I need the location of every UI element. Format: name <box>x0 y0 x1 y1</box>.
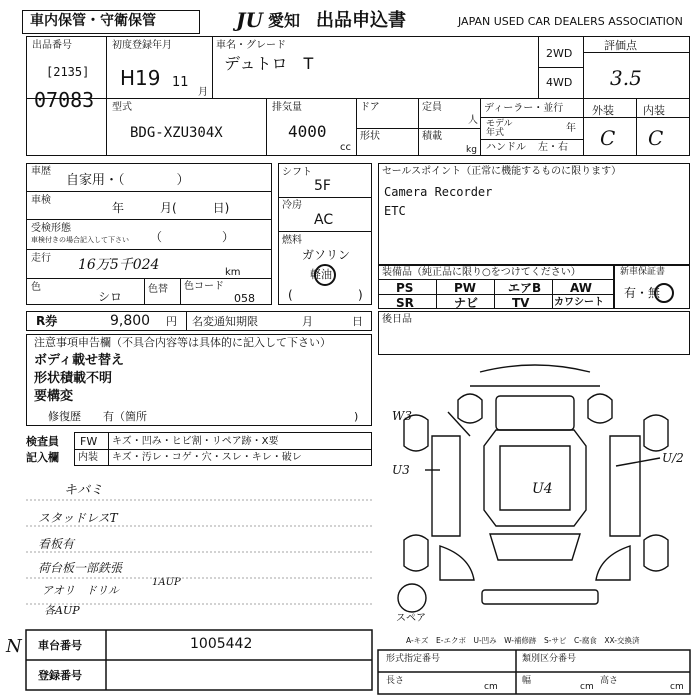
damage-mark-u2: U/2 <box>662 451 684 465</box>
color-value: シロ <box>98 290 123 304</box>
aircon-value: AC <box>314 212 334 228</box>
color-label: 色 <box>31 282 41 293</box>
inspector-fw-items: キズ・凹み・ヒビ割・リペア跡・X要 <box>112 436 279 447</box>
org-name: 愛知 <box>268 11 301 30</box>
note-2: 形状積載不明 <box>34 371 113 386</box>
interior-label: 内装 <box>643 104 665 117</box>
lot-number: 07083 <box>34 88 95 112</box>
lot-sub: [2135] <box>46 65 90 79</box>
inspection-label: 車検 <box>31 195 51 206</box>
model-year-label-2: 年式 <box>486 128 505 138</box>
name-change-day: 日 <box>352 315 363 328</box>
shift-value: 5F <box>314 178 331 194</box>
equipment-navi: ナビ <box>454 296 479 310</box>
cert-label: 形式指定番号 <box>386 654 441 664</box>
handwritten-3: 看板有 <box>38 537 75 551</box>
model-year-unit: 年 <box>566 123 576 134</box>
chassis-label: 車台番号 <box>38 639 82 652</box>
r-ticket-value: 9,800 <box>110 313 151 329</box>
association-name: JAPAN USED CAR DEALERS ASSOCIATION <box>458 15 683 28</box>
chassis-value: 1005442 <box>190 636 253 652</box>
model-name: デュトロ T <box>224 54 314 73</box>
status-label: 受検形態 <box>31 223 71 234</box>
damage-legend: A-キズ E-エクボ U-凹み W-補修跡 S-サビ C-腐食 XX-交換済 <box>406 636 640 645</box>
handwritten-2: スタッドレスT <box>38 511 118 525</box>
fuel-label: 燃料 <box>282 235 302 246</box>
colorcode-label: 色コード <box>184 281 224 292</box>
fuel-value: ガソリン <box>302 248 351 262</box>
equipment-leather-seat: カワシート <box>554 297 604 308</box>
handwritten-6: 各AUP <box>44 604 80 617</box>
load-label: 積載 <box>422 131 442 142</box>
handle-label: ハンドル <box>486 142 526 153</box>
inspector-interior: 内装 <box>78 452 98 463</box>
handwritten-5: アオリ ドリル <box>42 584 119 597</box>
width-label: 幅 <box>522 676 532 686</box>
score-label: 評価点 <box>604 39 637 52</box>
type-label: 型式 <box>112 102 132 113</box>
spare-label: スペア <box>396 613 426 624</box>
text-line: N <box>6 636 22 657</box>
displacement-value: 4000 <box>288 122 327 141</box>
shift-label: シフト <box>282 167 312 178</box>
exterior-label: 外装 <box>592 104 614 117</box>
name-change-month: 月 <box>302 315 313 328</box>
load-unit: kg <box>466 145 477 155</box>
regnum-label: 登録番号 <box>38 669 82 682</box>
registration-year: H19 <box>120 66 161 90</box>
damage-mark-u4: U4 <box>532 481 553 497</box>
handle-options: 左・右 <box>538 142 568 153</box>
equipment-ps: PS <box>396 281 414 295</box>
width-unit: cm <box>580 682 594 692</box>
class-label: 類別区分番号 <box>522 654 577 664</box>
height-label: 高さ <box>600 676 619 686</box>
after-reg-label: 後日品 <box>382 314 412 325</box>
length-label: 長さ <box>386 676 405 686</box>
note-1: ボディ載せ替え <box>34 353 124 368</box>
registration-month: 11 <box>172 75 189 90</box>
r-ticket-label: R券 <box>36 314 58 328</box>
handwritten-4: 荷台板一部鉄張 <box>38 561 123 575</box>
note-3: 要構変 <box>34 389 74 404</box>
inspector-label-1: 検査員 <box>26 435 59 448</box>
registration-label: 初度登録年月 <box>112 40 172 51</box>
colorchange-label: 色替 <box>148 284 168 295</box>
equipment-tv: TV <box>512 296 530 310</box>
damage-mark-u3: U3 <box>392 463 410 477</box>
type-value: BDG-XZU304X <box>130 125 223 141</box>
equipment-airbag: エアB <box>508 281 542 295</box>
storage-note: 車内保管・守衛保管 <box>30 13 156 29</box>
displacement-unit: cc <box>340 142 351 153</box>
text-line: ) <box>354 410 359 423</box>
inspection-value: 年 月( 日) <box>112 201 230 215</box>
repair-history-label: 修復歴 有（箇所 <box>48 410 147 423</box>
ju-logo: JU <box>236 8 263 32</box>
mileage-unit: km <box>225 267 241 278</box>
notes-label: 注意事項申告欄（不具合内容等は具体的に記入して下さい） <box>34 336 331 349</box>
equipment-sr: SR <box>396 296 414 310</box>
usage-value: 自家用・（ ） <box>66 173 190 188</box>
r-ticket-unit: 円 <box>166 315 177 328</box>
capacity-unit: 人 <box>468 115 478 126</box>
fuel-alt: 軽油 <box>310 268 332 281</box>
registration-month-unit: 月 <box>198 87 208 98</box>
equipment-pw: PW <box>454 281 477 295</box>
handwritten-7: 1AUP <box>152 577 181 588</box>
mileage-label: 走行 <box>31 253 51 264</box>
interior-grade: C <box>648 126 664 150</box>
usage-label: 車歴 <box>31 166 51 177</box>
model-label: 車名・グレード <box>216 40 286 51</box>
height-unit: cm <box>670 682 684 692</box>
inspector-label-2: 記入欄 <box>26 451 59 464</box>
displacement-label: 排気量 <box>272 102 302 113</box>
mileage-value: 16万5千024 <box>78 257 160 273</box>
capacity-label: 定員 <box>422 102 442 113</box>
colorcode-value: 058 <box>234 292 255 305</box>
aircon-label: 冷房 <box>282 200 302 211</box>
inspector-interior-items: キズ・汚レ・コゲ・穴・スレ・キレ・破レ <box>112 452 302 463</box>
drive-2wd: 2WD <box>546 47 573 60</box>
score-value: 3.5 <box>610 66 642 90</box>
damage-mark-w3: W3 <box>392 409 412 423</box>
warranty-label: 新車保証書 <box>620 267 666 277</box>
door-label: ドア <box>360 102 380 113</box>
inspector-fw: FW <box>80 435 98 448</box>
shape-label: 形状 <box>360 131 380 142</box>
name-change-label: 名変通知期限 <box>192 315 258 328</box>
text-line: ( <box>288 288 293 302</box>
text-line: ) <box>358 288 363 302</box>
model-year-label-1: モデル <box>486 119 513 129</box>
warranty-value: 有・無 <box>624 286 661 300</box>
exterior-grade: C <box>600 126 616 150</box>
doc-title: 出品申込書 <box>316 10 406 31</box>
lot-label: 出品番号 <box>32 40 72 51</box>
handwritten-1: キバミ <box>64 483 104 498</box>
equipment-label: 装備品（純正品に限り○をつけてください） <box>382 267 581 278</box>
equipment-aw: AW <box>570 281 592 295</box>
status-note: 車検付きの場合記入して下さい <box>31 236 129 244</box>
sales-point-line-2: ETC <box>384 204 406 218</box>
drive-4wd: 4WD <box>546 76 573 89</box>
length-unit: cm <box>484 682 498 692</box>
status-value: （ ） <box>150 230 235 244</box>
sales-point-label: セールスポイント（正常に機能するものに限ります） <box>382 166 622 177</box>
sales-point-line-1: Camera Recorder <box>384 185 493 199</box>
dealer-label: ディーラー・並行 <box>484 103 564 114</box>
